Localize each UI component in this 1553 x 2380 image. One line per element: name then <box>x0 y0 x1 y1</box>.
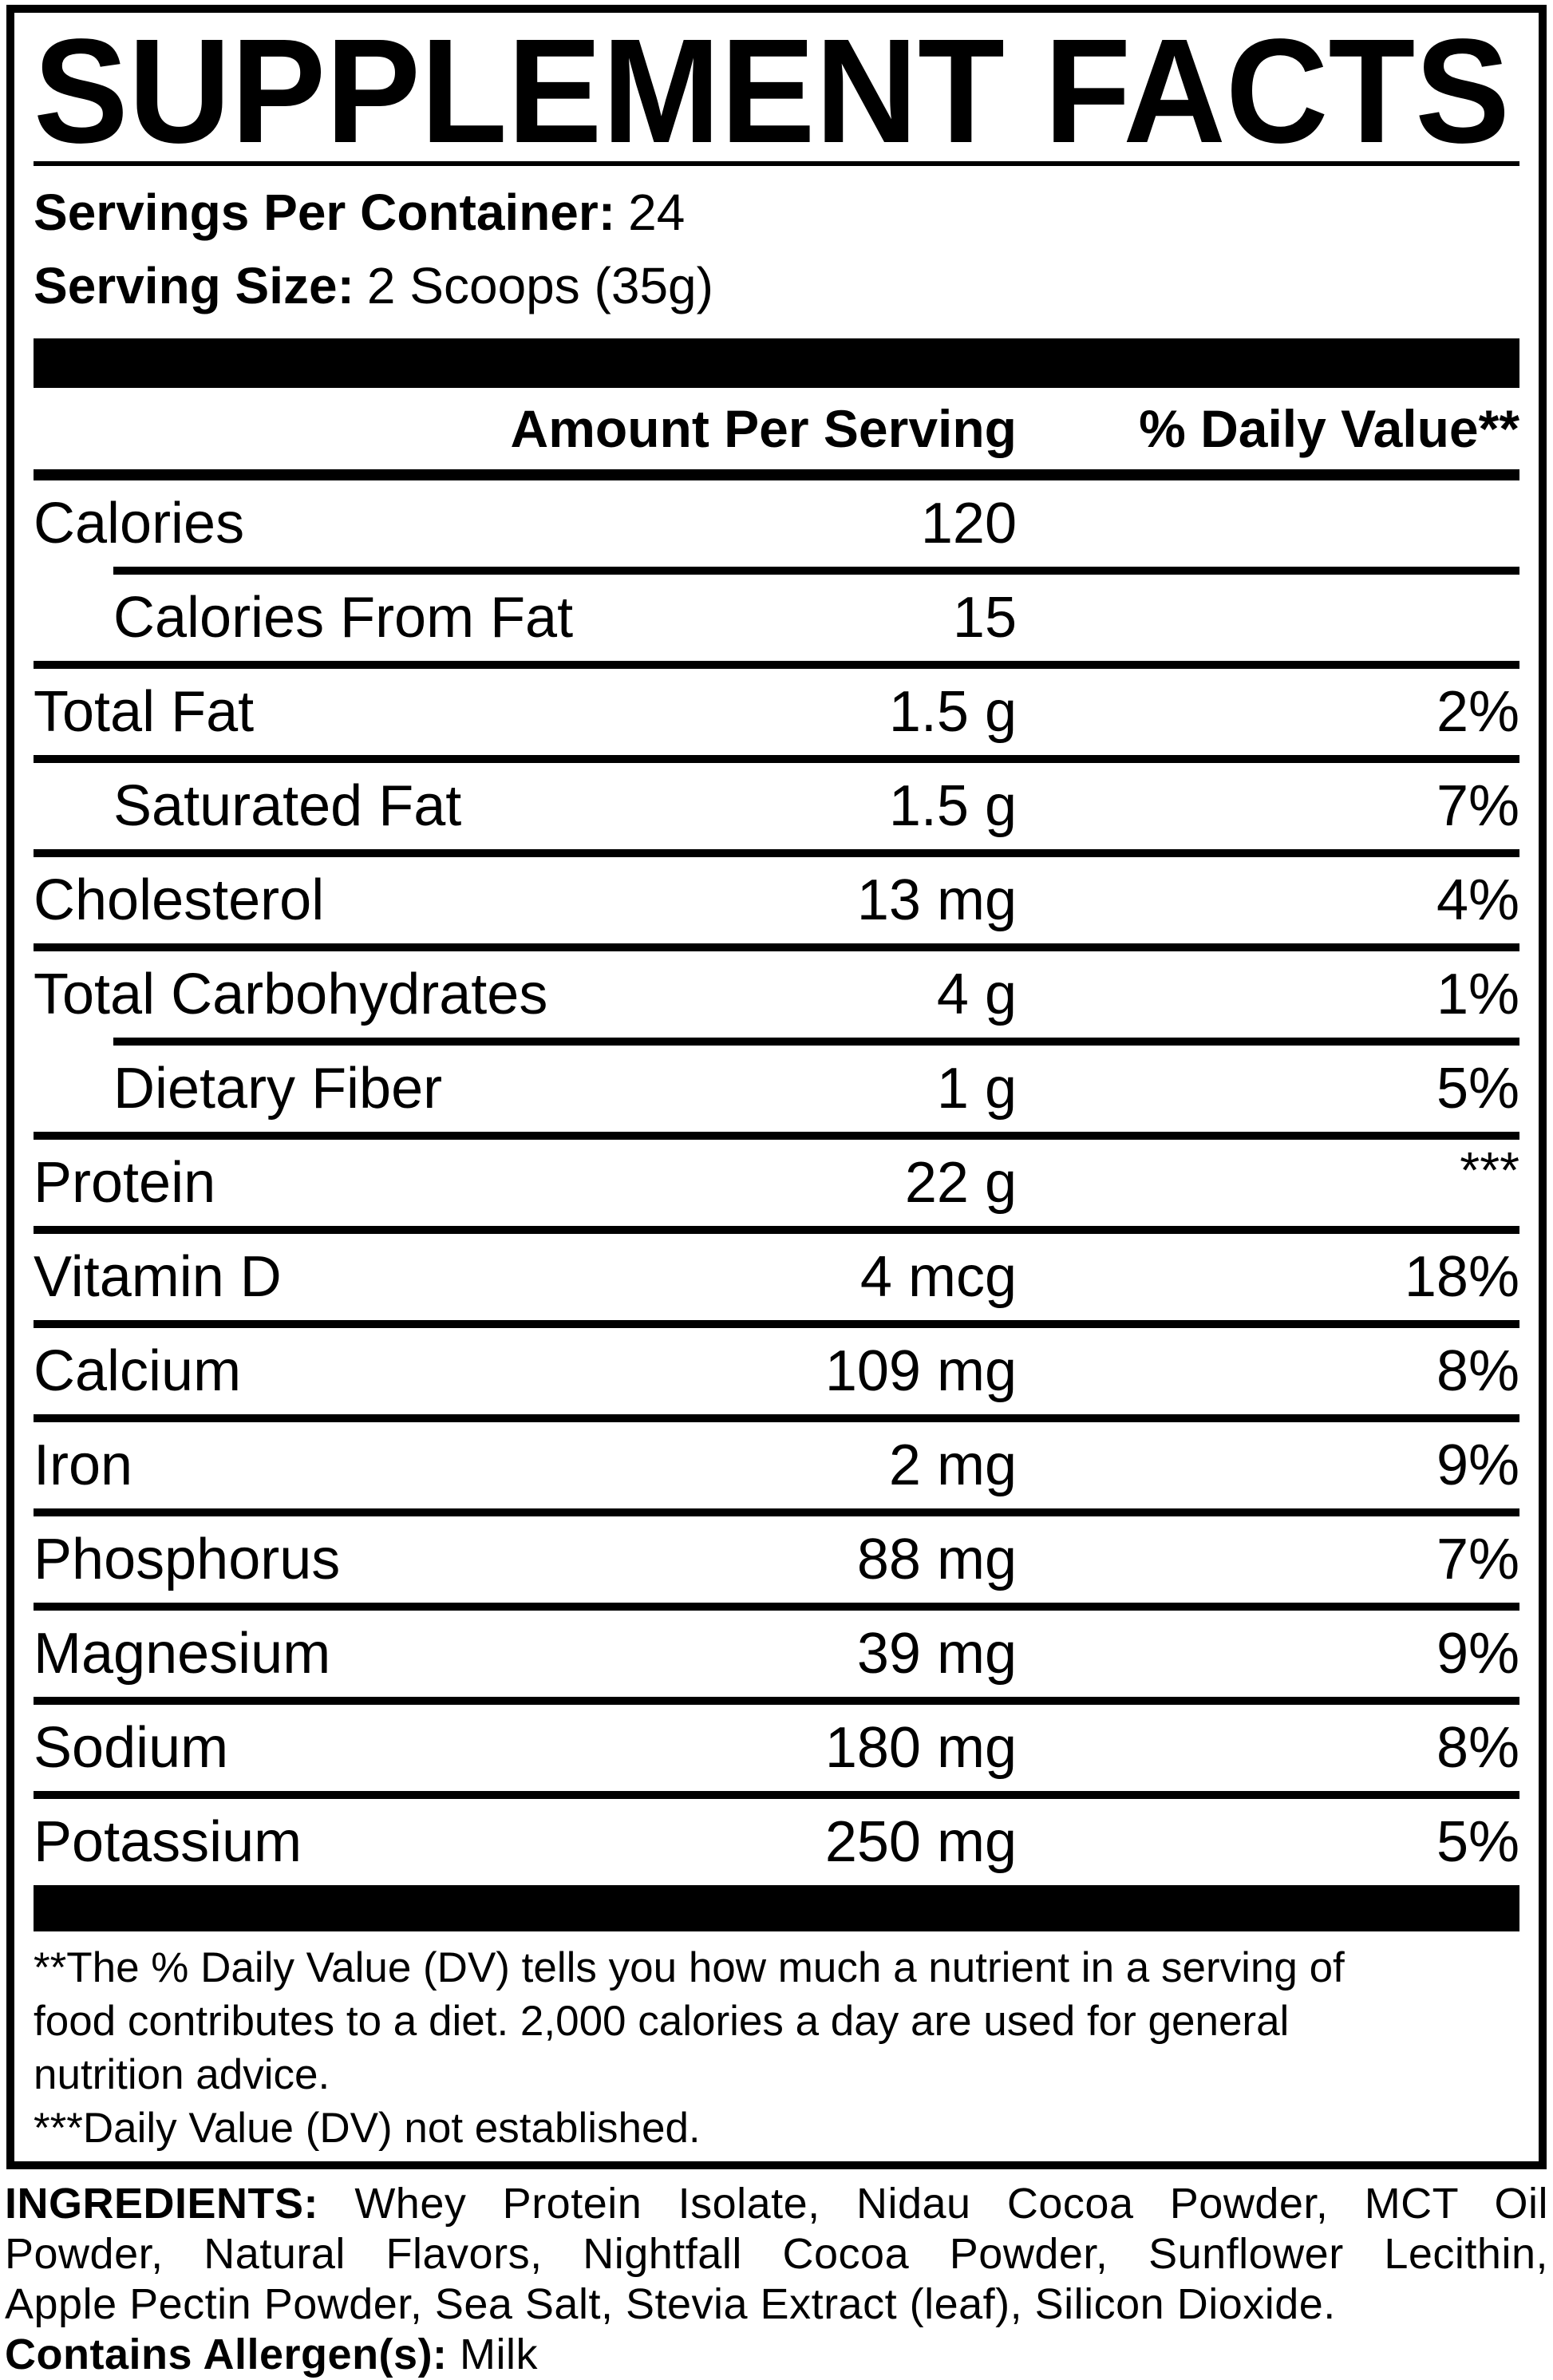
separator-bar-top <box>34 338 1519 388</box>
nutrient-dv: 8% <box>1436 1339 1519 1403</box>
header-divider <box>34 469 1519 480</box>
nutrient-name: Magnesium <box>34 1622 331 1686</box>
serving-size-line <box>34 249 1519 322</box>
nutrient-name: Cholesterol <box>34 868 325 932</box>
nutrient-dv: 1% <box>1436 963 1519 1026</box>
footnote-line: food contributes to a diet. 2,000 calories a day are used for general <box>34 1998 1290 2045</box>
allergen-line <box>5 2330 1548 2380</box>
nutrient-name: Sodium <box>34 1716 229 1780</box>
nutrient-row-potassium <box>34 1799 1519 1885</box>
nutrient-dv: 18% <box>1404 1245 1519 1309</box>
row-divider <box>34 1320 1519 1328</box>
daily-value-header: % Daily Value** <box>1139 399 1519 458</box>
row-divider <box>34 1508 1519 1516</box>
supplement-facts-panel <box>6 5 1547 2169</box>
nutrient-amount: 1.5 g <box>888 680 1017 744</box>
nutrient-row-cholesterol <box>34 857 1519 943</box>
nutrient-dv: 8% <box>1436 1716 1519 1780</box>
nutrient-name: Protein <box>34 1151 216 1215</box>
footnote-line: nutrition advice. <box>34 2051 330 2098</box>
separator-bar-bottom <box>34 1885 1519 1931</box>
nutrient-name: Saturated Fat <box>113 774 462 838</box>
nutrient-name: Total Fat <box>34 680 255 744</box>
row-divider <box>34 1603 1519 1611</box>
row-divider <box>34 1414 1519 1422</box>
nutrient-dv: 9% <box>1436 1622 1519 1686</box>
nutrient-amount: 22 g <box>904 1151 1017 1215</box>
row-divider-indented <box>113 1038 1519 1046</box>
row-divider <box>34 849 1519 857</box>
nutrient-amount: 2 mg <box>888 1433 1017 1497</box>
nutrient-amount: 4 mcg <box>859 1245 1017 1309</box>
nutrient-dv: 2% <box>1436 680 1519 744</box>
nutrient-row-iron <box>34 1422 1519 1508</box>
ingredients-label: INGREDIENTS: <box>5 2180 319 2228</box>
servings-per-container-line <box>34 176 1519 249</box>
nutrient-row-phosphorus <box>34 1516 1519 1603</box>
ingredients-text: Whey Protein Isolate, Nidau Cocoa Powder, MCT Oil <box>318 2180 1548 2228</box>
nutrient-name: Potassium <box>34 1810 302 1874</box>
nutrient-row-vitamin-d <box>34 1234 1519 1320</box>
footnote-line: **The % Daily Value (DV) tells you how much a nutrient in a serving of <box>34 1944 1345 1991</box>
row-divider-indented <box>113 567 1519 575</box>
nutrient-dv: 5% <box>1436 1810 1519 1874</box>
servings-per-container-value: 24 <box>628 184 686 241</box>
row-divider <box>34 1132 1519 1140</box>
ingredients-line <box>5 2179 1548 2229</box>
row-divider <box>34 1791 1519 1799</box>
footnote <box>34 1941 1519 2155</box>
nutrient-dv: 4% <box>1436 868 1519 932</box>
nutrient-amount: 180 mg <box>824 1716 1017 1780</box>
nutrient-amount: 1.5 g <box>888 774 1017 838</box>
nutrient-dv: 7% <box>1436 1528 1519 1591</box>
row-divider <box>34 943 1519 951</box>
ingredients-section <box>5 2179 1548 2380</box>
nutrient-row-dietary-fiber <box>34 1046 1519 1132</box>
allergen-label: Contains Allergen(s): <box>5 2331 448 2378</box>
ingredients-line: Apple Pectin Powder, Sea Salt, Stevia Extract (leaf), Silicon Dioxide. <box>5 2280 1336 2328</box>
nutrient-name: Calcium <box>34 1339 242 1403</box>
serving-size-label: Serving Size: <box>34 257 354 314</box>
amount-per-serving-header: Amount Per Serving <box>510 399 1017 458</box>
row-divider <box>34 1697 1519 1705</box>
nutrient-dv: 7% <box>1436 774 1519 838</box>
nutrient-name: Iron <box>34 1433 133 1497</box>
nutrient-name: Vitamin D <box>34 1245 282 1309</box>
row-divider <box>34 755 1519 763</box>
table-header <box>34 388 1519 469</box>
title-divider <box>34 161 1519 166</box>
nutrient-name: Phosphorus <box>34 1528 341 1591</box>
nutrient-row-sodium <box>34 1705 1519 1791</box>
nutrient-amount: 15 <box>952 586 1017 650</box>
row-divider <box>34 661 1519 669</box>
nutrient-amount: 88 mg <box>856 1528 1017 1591</box>
nutrient-dv: 5% <box>1436 1057 1519 1121</box>
serving-size-value: 2 Scoops (35g) <box>366 257 713 314</box>
nutrient-amount: 13 mg <box>856 868 1017 932</box>
nutrient-row-magnesium <box>34 1611 1519 1697</box>
nutrient-dv-not-established: *** <box>1460 1141 1519 1199</box>
row-divider <box>34 1226 1519 1234</box>
nutrient-row-calories-from-fat <box>34 575 1519 661</box>
nutrient-row-total-carbohydrates <box>34 951 1519 1038</box>
page-title <box>34 22 1519 156</box>
nutrient-amount: 109 mg <box>824 1339 1017 1403</box>
nutrient-row-saturated-fat <box>34 763 1519 849</box>
nutrient-name: Total Carbohydrates <box>34 963 548 1026</box>
ingredients-line: Powder, Natural Flavors, Nightfall Cocoa Powder, Sunflower Lecithin, <box>5 2230 1548 2278</box>
nutrient-name: Dietary Fiber <box>113 1057 443 1121</box>
footnote-not-established: ***Daily Value (DV) not established. <box>34 2105 701 2152</box>
nutrient-amount: 4 g <box>936 963 1017 1026</box>
allergen-value: Milk <box>447 2331 539 2378</box>
nutrient-amount: 250 mg <box>824 1810 1017 1874</box>
nutrient-amount: 1 g <box>936 1057 1017 1121</box>
servings-per-container-label: Servings Per Container: <box>34 184 616 241</box>
nutrient-row-calories <box>34 480 1519 567</box>
nutrient-amount: 39 mg <box>856 1622 1017 1686</box>
nutrient-name: Calories From Fat <box>113 586 574 650</box>
nutrient-row-protein <box>34 1140 1519 1226</box>
title-text: SUPPLEMENT FACTS <box>34 22 1510 156</box>
nutrient-amount: 120 <box>920 492 1017 555</box>
nutrient-row-calcium <box>34 1328 1519 1414</box>
serving-info <box>34 176 1519 322</box>
nutrient-row-total-fat <box>34 669 1519 755</box>
nutrient-dv: 9% <box>1436 1433 1519 1497</box>
nutrient-name: Calories <box>34 492 245 555</box>
